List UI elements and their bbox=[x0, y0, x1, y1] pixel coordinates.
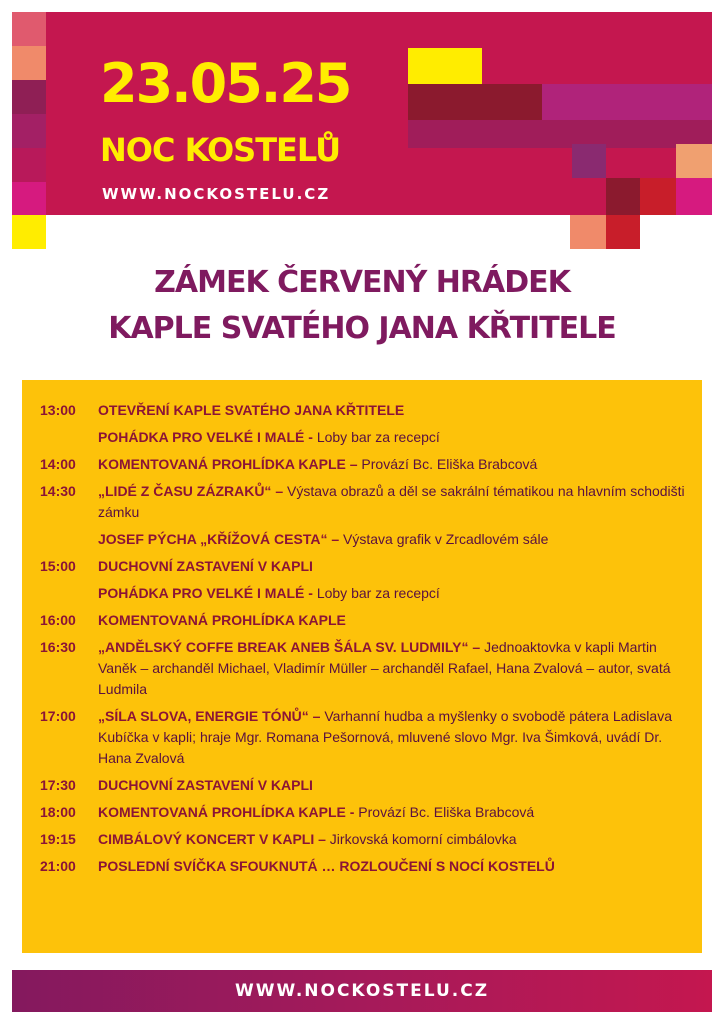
schedule-time: 14:00 bbox=[40, 456, 76, 472]
mosaic-tile bbox=[606, 215, 640, 249]
schedule-time: 17:30 bbox=[40, 777, 76, 793]
schedule-entry bbox=[98, 775, 688, 796]
schedule-title: CIMBÁLOVÝ KONCERT V KAPLI – bbox=[98, 831, 326, 847]
schedule-item bbox=[40, 481, 688, 523]
schedule-title: KOMENTOVANÁ PROHLÍDKA KAPLE bbox=[98, 612, 346, 628]
venue-chapel: KAPLE SVATÉHO JANA KŘTITELE bbox=[108, 311, 616, 346]
schedule-item bbox=[40, 706, 688, 769]
mosaic-tile bbox=[570, 215, 606, 249]
schedule-title: POSLEDNÍ SVÍČKA SFOUKNUTÁ … ROZLOUČENÍ S NOCÍ KOSTELŮ bbox=[98, 858, 555, 874]
mosaic-tile bbox=[408, 48, 482, 84]
mosaic-tile bbox=[408, 84, 542, 120]
schedule-description: Loby bar za recepcí bbox=[312, 429, 440, 445]
schedule-title: „ANDĚLSKÝ COFFE BREAK ANEB ŠÁLA SV. LUDMILY“ – bbox=[98, 639, 481, 655]
event-date: 23.05.25 bbox=[100, 52, 351, 115]
schedule-time: 14:30 bbox=[40, 483, 76, 499]
schedule-description: Výstava obrazů a děl se sakrální tématikou na hlavním schodišti zámku bbox=[98, 483, 685, 520]
schedule-description: Provází Bc. Eliška Brabcová bbox=[354, 804, 535, 820]
schedule-time: 16:00 bbox=[40, 612, 76, 628]
schedule-entry bbox=[98, 583, 688, 604]
schedule-item bbox=[40, 454, 688, 475]
schedule-entry bbox=[98, 529, 688, 550]
website-link[interactable]: WWW.NOCKOSTELU.CZ bbox=[102, 185, 331, 203]
mosaic-tile bbox=[12, 148, 46, 182]
schedule-entry bbox=[98, 556, 688, 577]
schedule-entry bbox=[98, 427, 688, 448]
mosaic-tile bbox=[12, 80, 46, 114]
schedule-description: Výstava grafik v Zrcadlovém sále bbox=[339, 531, 549, 547]
mosaic-tile bbox=[676, 178, 712, 215]
schedule-title: OTEVŘENÍ KAPLE SVATÉHO JANA KŘTITELE bbox=[98, 402, 405, 418]
mosaic-tile bbox=[606, 178, 640, 215]
schedule-description: Loby bar za recepcí bbox=[312, 585, 440, 601]
schedule-item bbox=[40, 802, 688, 823]
schedule-title: „LIDÉ Z ČASU ZÁZRAKŮ“ – bbox=[98, 483, 284, 499]
schedule-item bbox=[40, 427, 688, 448]
schedule-title: POHÁDKA PRO VELKÉ I MALÉ - bbox=[98, 429, 313, 445]
program-schedule bbox=[22, 380, 702, 953]
schedule-entry bbox=[98, 610, 688, 631]
schedule-title: JOSEF PÝCHA „KŘÍŽOVÁ CESTA“ – bbox=[98, 531, 340, 547]
schedule-item bbox=[40, 775, 688, 796]
mosaic-tile bbox=[408, 120, 712, 148]
schedule-entry bbox=[98, 454, 688, 475]
schedule-entry bbox=[98, 637, 688, 700]
schedule-title: POHÁDKA PRO VELKÉ I MALÉ - bbox=[98, 585, 313, 601]
schedule-item bbox=[40, 583, 688, 604]
schedule-description: Jednoaktovka v kapli Martin Vaněk – archanděl Michael, Vladimír Müller – archanděl Rafael, Hana Zvalová – autor, svatá Ludmila bbox=[98, 639, 671, 697]
header-banner bbox=[12, 12, 712, 215]
schedule-item bbox=[40, 856, 688, 877]
schedule-item bbox=[40, 529, 688, 550]
schedule-time: 19:15 bbox=[40, 831, 76, 847]
schedule-time bbox=[40, 427, 98, 448]
schedule-item bbox=[40, 829, 688, 850]
mosaic-tile bbox=[572, 144, 606, 178]
footer-bar bbox=[12, 970, 712, 1012]
schedule-time: 21:00 bbox=[40, 858, 76, 874]
mosaic-tile bbox=[676, 144, 712, 178]
schedule-entry bbox=[98, 706, 688, 769]
schedule-item bbox=[40, 556, 688, 577]
schedule-entry bbox=[98, 481, 688, 523]
schedule-title: „SÍLA SLOVA, ENERGIE TÓNŮ“ – bbox=[98, 708, 321, 724]
schedule-time: 15:00 bbox=[40, 558, 76, 574]
schedule-time: 17:00 bbox=[40, 708, 76, 724]
schedule-time: 16:30 bbox=[40, 639, 76, 655]
schedule-time bbox=[40, 583, 98, 604]
venue-name: ZÁMEK ČERVENÝ HRÁDEK bbox=[154, 265, 570, 300]
mosaic-tile bbox=[12, 114, 46, 148]
schedule-time bbox=[40, 529, 98, 550]
schedule-item bbox=[40, 637, 688, 700]
schedule-entry bbox=[98, 400, 688, 421]
schedule-title: KOMENTOVANÁ PROHLÍDKA KAPLE – bbox=[98, 456, 358, 472]
footer-website-link[interactable]: WWW.NOCKOSTELU.CZ bbox=[234, 981, 490, 1001]
venue-heading bbox=[0, 260, 724, 352]
mosaic-tile bbox=[640, 178, 676, 215]
schedule-item bbox=[40, 610, 688, 631]
schedule-title: DUCHOVNÍ ZASTAVENÍ V KAPLI bbox=[98, 777, 313, 793]
schedule-description: Varhanní hudba a myšlenky o svobodě pátera Ladislava Kubíčka v kapli; hraje Mgr. Romana Pešornová, mluvené slovo Mgr. Iva Šimková, uvádí Dr. Hana Zvalová bbox=[98, 708, 672, 766]
schedule-time: 13:00 bbox=[40, 402, 76, 418]
schedule-entry bbox=[98, 856, 688, 877]
schedule-description: Provází Bc. Eliška Brabcová bbox=[357, 456, 538, 472]
event-title: NOC KOSTELŮ bbox=[100, 131, 341, 169]
schedule-title: KOMENTOVANÁ PROHLÍDKA KAPLE - bbox=[98, 804, 355, 820]
schedule-description: Jirkovská komorní cimbálovka bbox=[325, 831, 517, 847]
mosaic-tile bbox=[12, 215, 46, 249]
schedule-time: 18:00 bbox=[40, 804, 76, 820]
mosaic-tile bbox=[12, 46, 46, 80]
schedule-entry bbox=[98, 829, 688, 850]
mosaic-tile bbox=[12, 12, 46, 46]
schedule-item bbox=[40, 400, 688, 421]
schedule-title: DUCHOVNÍ ZASTAVENÍ V KAPLI bbox=[98, 558, 313, 574]
mosaic-tile bbox=[542, 84, 712, 120]
mosaic-tile bbox=[12, 182, 46, 215]
schedule-entry bbox=[98, 802, 688, 823]
